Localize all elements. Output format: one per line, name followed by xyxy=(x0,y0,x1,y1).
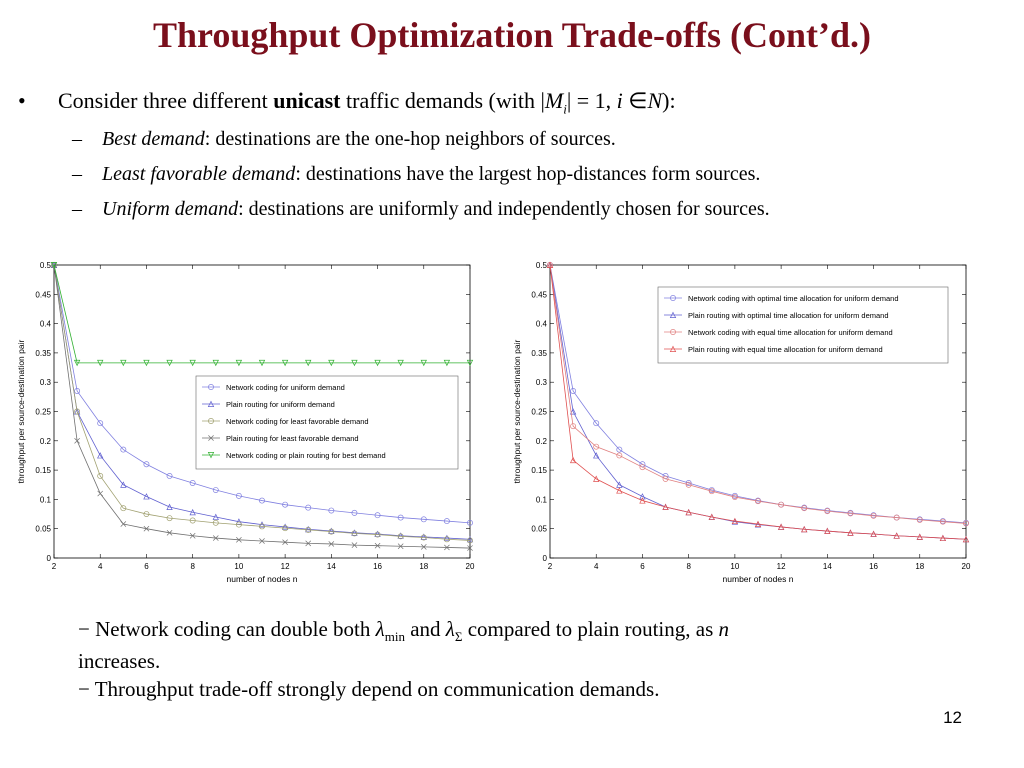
y-tick-label: 0.15 xyxy=(531,466,547,476)
x-tick-label: 6 xyxy=(640,562,645,571)
y-tick-label: 0.5 xyxy=(535,261,547,270)
x-tick-label: 20 xyxy=(961,562,971,571)
y-tick-label: 0.15 xyxy=(35,466,51,476)
legend-entry: Network coding or plain routing for best demand xyxy=(226,451,386,460)
y-tick-label: 0 xyxy=(46,554,51,563)
legend-entry: Network coding for least favorable demand xyxy=(226,417,369,426)
var-n-italic: n xyxy=(718,617,729,641)
legend-entry: Plain routing for least favorable demand xyxy=(226,434,359,443)
slide-title: Throughput Optimization Trade-offs (Cont’d.) xyxy=(152,15,872,55)
sub-sigma: Σ xyxy=(454,629,463,645)
x-tick-label: 2 xyxy=(51,562,57,571)
var-n: N xyxy=(647,88,663,113)
chart-svg xyxy=(10,252,480,587)
x-axis-label: number of nodes n xyxy=(722,574,794,584)
bullet-text-suffix: ): xyxy=(662,88,676,113)
y-axis-label: throughput per source-destination pair xyxy=(16,339,26,484)
x-tick-label: 16 xyxy=(373,562,383,571)
x-tick-label: 14 xyxy=(822,562,832,571)
y-tick-label: 0.3 xyxy=(39,378,51,388)
y-axis-label: throughput per source-destination pair xyxy=(512,339,522,484)
term: Best demand xyxy=(102,128,205,150)
sub-bullet-least-favorable-demand xyxy=(72,163,760,186)
x-tick-label: 2 xyxy=(547,562,553,571)
note-line-1 xyxy=(78,617,729,645)
y-tick-label: 0 xyxy=(542,554,547,563)
var-i: i xyxy=(616,88,623,113)
note-text-a: − Network coding can double both xyxy=(78,617,376,641)
y-tick-label: 0.5 xyxy=(39,261,51,270)
y-tick-label: 0.4 xyxy=(535,319,547,329)
bullet-bold-unicast: unicast xyxy=(273,88,341,113)
dash: – xyxy=(72,163,82,185)
main-bullet xyxy=(18,88,676,117)
x-tick-label: 4 xyxy=(97,562,103,571)
y-tick-label: 0.35 xyxy=(35,348,51,358)
legend-entry: Plain routing for uniform demand xyxy=(226,400,335,409)
y-tick-label: 0.4 xyxy=(39,319,51,329)
page-number: 12 xyxy=(943,708,962,727)
sub-min: min xyxy=(384,629,405,645)
legend xyxy=(658,287,948,363)
y-tick-label: 0.1 xyxy=(39,495,51,505)
y-tick-label: 0.3 xyxy=(535,378,547,388)
note-line-2: increases. xyxy=(78,649,161,673)
x-tick-label: 18 xyxy=(915,562,925,571)
text: : destinations are uniformly and independently chosen for sources. xyxy=(238,198,770,220)
chart-left xyxy=(10,252,480,587)
note-and: and xyxy=(404,617,446,641)
dash: – xyxy=(72,198,82,220)
text: : destinations have the largest hop-distances form sources. xyxy=(295,163,761,185)
sub-bullet-best-demand xyxy=(72,128,616,151)
x-tick-label: 12 xyxy=(280,562,290,571)
legend xyxy=(196,376,458,469)
x-tick-label: 20 xyxy=(465,562,475,571)
term: Uniform demand xyxy=(102,198,239,220)
y-tick-label: 0.25 xyxy=(531,407,547,417)
y-tick-label: 0.2 xyxy=(39,436,51,446)
bullet-text-after-sub: | = 1, xyxy=(566,88,617,113)
legend-entry: Network coding with optimal time allocation for uniform demand xyxy=(688,294,899,303)
bullet-text-middle: traffic demands (with | xyxy=(340,88,545,113)
legend-entry: Network coding for uniform demand xyxy=(226,383,345,392)
sub-bullet-uniform-demand xyxy=(72,198,770,221)
y-tick-label: 0.25 xyxy=(35,407,51,417)
y-tick-label: 0.35 xyxy=(531,348,547,358)
legend-entry: Plain routing with equal time allocation for uniform demand xyxy=(688,345,883,354)
x-tick-label: 12 xyxy=(776,562,786,571)
x-axis-label: number of nodes n xyxy=(226,574,298,584)
x-tick-label: 4 xyxy=(593,562,599,571)
chart-svg xyxy=(506,252,976,587)
bullet-dot: • xyxy=(18,88,26,113)
x-tick-label: 16 xyxy=(869,562,879,571)
var-m: M xyxy=(544,88,564,113)
y-tick-label: 0.45 xyxy=(35,290,51,300)
legend-entry: Plain routing with optimal time allocation for uniform demand xyxy=(688,311,889,320)
chart-right xyxy=(506,252,976,587)
y-tick-label: 0.05 xyxy=(35,524,51,534)
y-tick-label: 0.1 xyxy=(535,495,547,505)
note-text-b: compared to plain routing, as xyxy=(462,617,719,641)
y-tick-label: 0.2 xyxy=(535,436,547,446)
y-tick-label: 0.45 xyxy=(531,290,547,300)
lambda-sigma: λ xyxy=(445,617,455,641)
dash: – xyxy=(72,128,82,150)
x-tick-label: 10 xyxy=(730,562,740,571)
x-tick-label: 8 xyxy=(190,562,195,571)
text: : destinations are the one-hop neighbors of sources. xyxy=(204,128,616,150)
x-tick-label: 6 xyxy=(144,562,149,571)
x-tick-label: 18 xyxy=(419,562,429,571)
x-tick-label: 14 xyxy=(326,562,336,571)
bullet-text-prefix: Consider three different xyxy=(58,88,274,113)
y-tick-label: 0.05 xyxy=(531,524,547,534)
element-of-symbol: ∈ xyxy=(622,88,648,113)
note-line-3: − Throughput trade-off strongly depend on communication demands. xyxy=(78,677,660,701)
sub-i: i xyxy=(563,101,567,117)
legend-entry: Network coding with equal time allocation for uniform demand xyxy=(688,328,893,337)
x-tick-label: 8 xyxy=(686,562,691,571)
term: Least favorable demand xyxy=(102,163,296,185)
x-tick-label: 10 xyxy=(234,562,244,571)
lambda-min: λ xyxy=(375,617,385,641)
